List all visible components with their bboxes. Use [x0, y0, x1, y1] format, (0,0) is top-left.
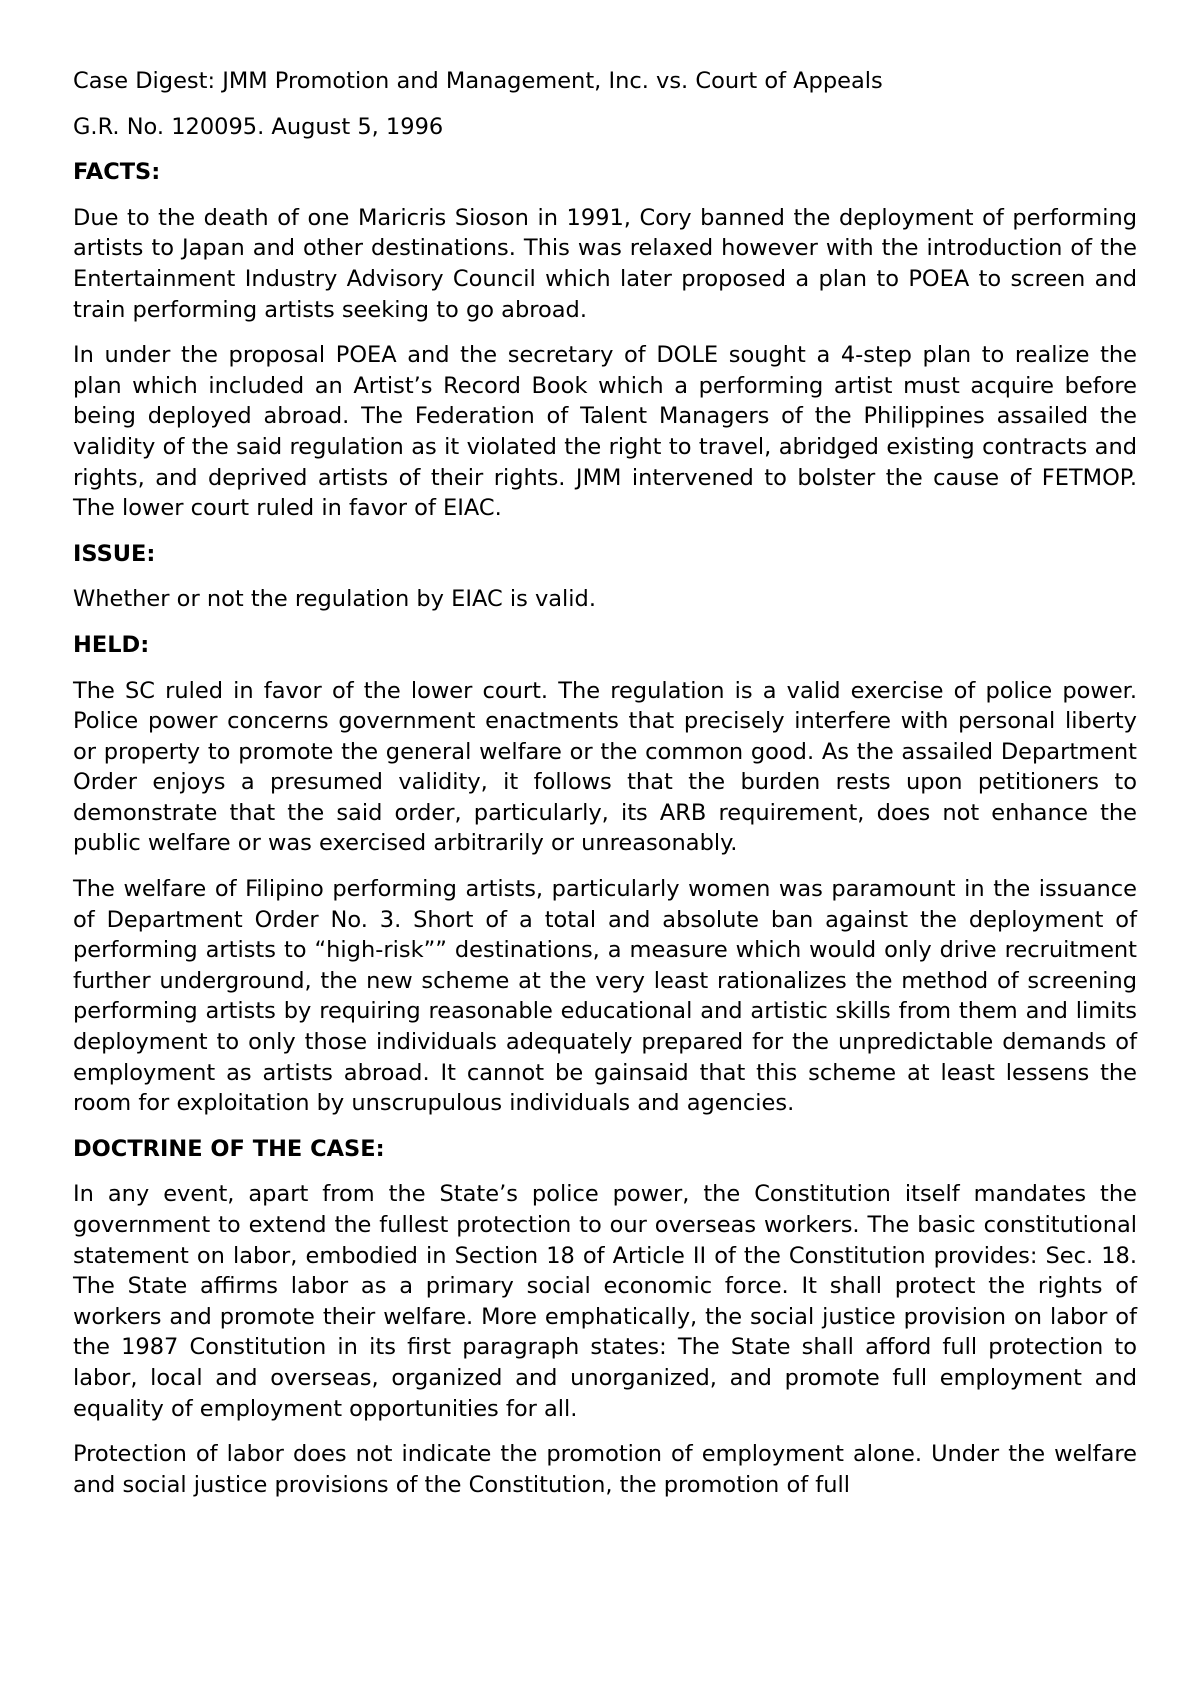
held-paragraph-2: The welfare of Filipino performing artists, particularly women was paramount in the issuance of Department Order No. 3. Short of a total and absolute ban against the deployment of performing artists to “high-risk”” destinations, a measure which would only drive recruitment further underground, the new scheme at the very least rationalizes the method of screening performing artists by requiring reasonable educational and artistic skills from them and limits deployment to only those individuals adequately prepared for the unpredictable demands of employment as artists abroad. It cannot be gainsaid that this scheme at least lessens the room for exploitation by unscrupulous individuals and agencies.	[73, 876, 1137, 1117]
case-number: G.R. No. 120095. August 5, 1996	[73, 113, 444, 140]
doctrine-paragraph-1: In any event, apart from the State’s police power, the Constitution itself mandates the government to extend the fullest protection to our overseas workers. The basic constitutional statement on labor, embodied in Section 18 of Article II of the Constitution provides: Sec. 18. The State affirms labor as a primary social economic force. It shall protect the rights of workers and promote their welfare. More emphatically, the social justice provision on labor of the 1987 Constitution in its first paragraph states: The State shall afford full protection to labor, local and overseas, organized and unorganized, and promote full employment and equality of employment opportunities for all.	[73, 1181, 1137, 1422]
held-heading: HELD:	[73, 631, 150, 658]
facts-paragraph-2: In under the proposal POEA and the secretary of DOLE sought a 4-step plan to realize the plan which included an Artist’s Record Book which a performing artist must acquire before being deployed abroad. The Federation of Talent Managers of the Philippines assailed the validity of the said regulation as it violated the right to travel, abridged existing contracts and rights, and deprived artists of their rights. JMM intervened to bolster the cause of FETMOP. The lower court ruled in favor of EIAC.	[73, 342, 1137, 522]
doctrine-heading: DOCTRINE OF THE CASE:	[73, 1135, 385, 1162]
document-page	[73, 66, 1137, 1515]
issue-heading: ISSUE:	[73, 540, 156, 567]
facts-paragraph-1: Due to the death of one Maricris Sioson in 1991, Cory banned the deployment of performing artists to Japan and other destinations. This was relaxed however with the introduction of the Entertainment Industry Advisory Council which later proposed a plan to POEA to screen and train performing artists seeking to go abroad.	[73, 204, 1137, 323]
document-title: Case Digest: JMM Promotion and Management, Inc. vs. Court of Appeals	[73, 68, 883, 94]
issue-text: Whether or not the regulation by EIAC is valid.	[73, 586, 596, 613]
facts-heading: FACTS:	[73, 159, 161, 186]
held-paragraph-1: The SC ruled in favor of the lower court. The regulation is a valid exercise of police power. Police power concerns government enactments that precisely interfere with personal liberty or property to promote the general welfare or the common good. As the assailed Department Order enjoys a presumed validity, it follows that the burden rests upon petitioners to demonstrate that the said order, particularly, its ARB requirement, does not enhance the public welfare or was exercised arbitrarily or unreasonably.	[73, 677, 1137, 857]
doctrine-paragraph-2: Protection of labor does not indicate the promotion of employment alone. Under the welfare and social justice provisions of the Constitution, the promotion of full	[73, 1441, 1137, 1498]
